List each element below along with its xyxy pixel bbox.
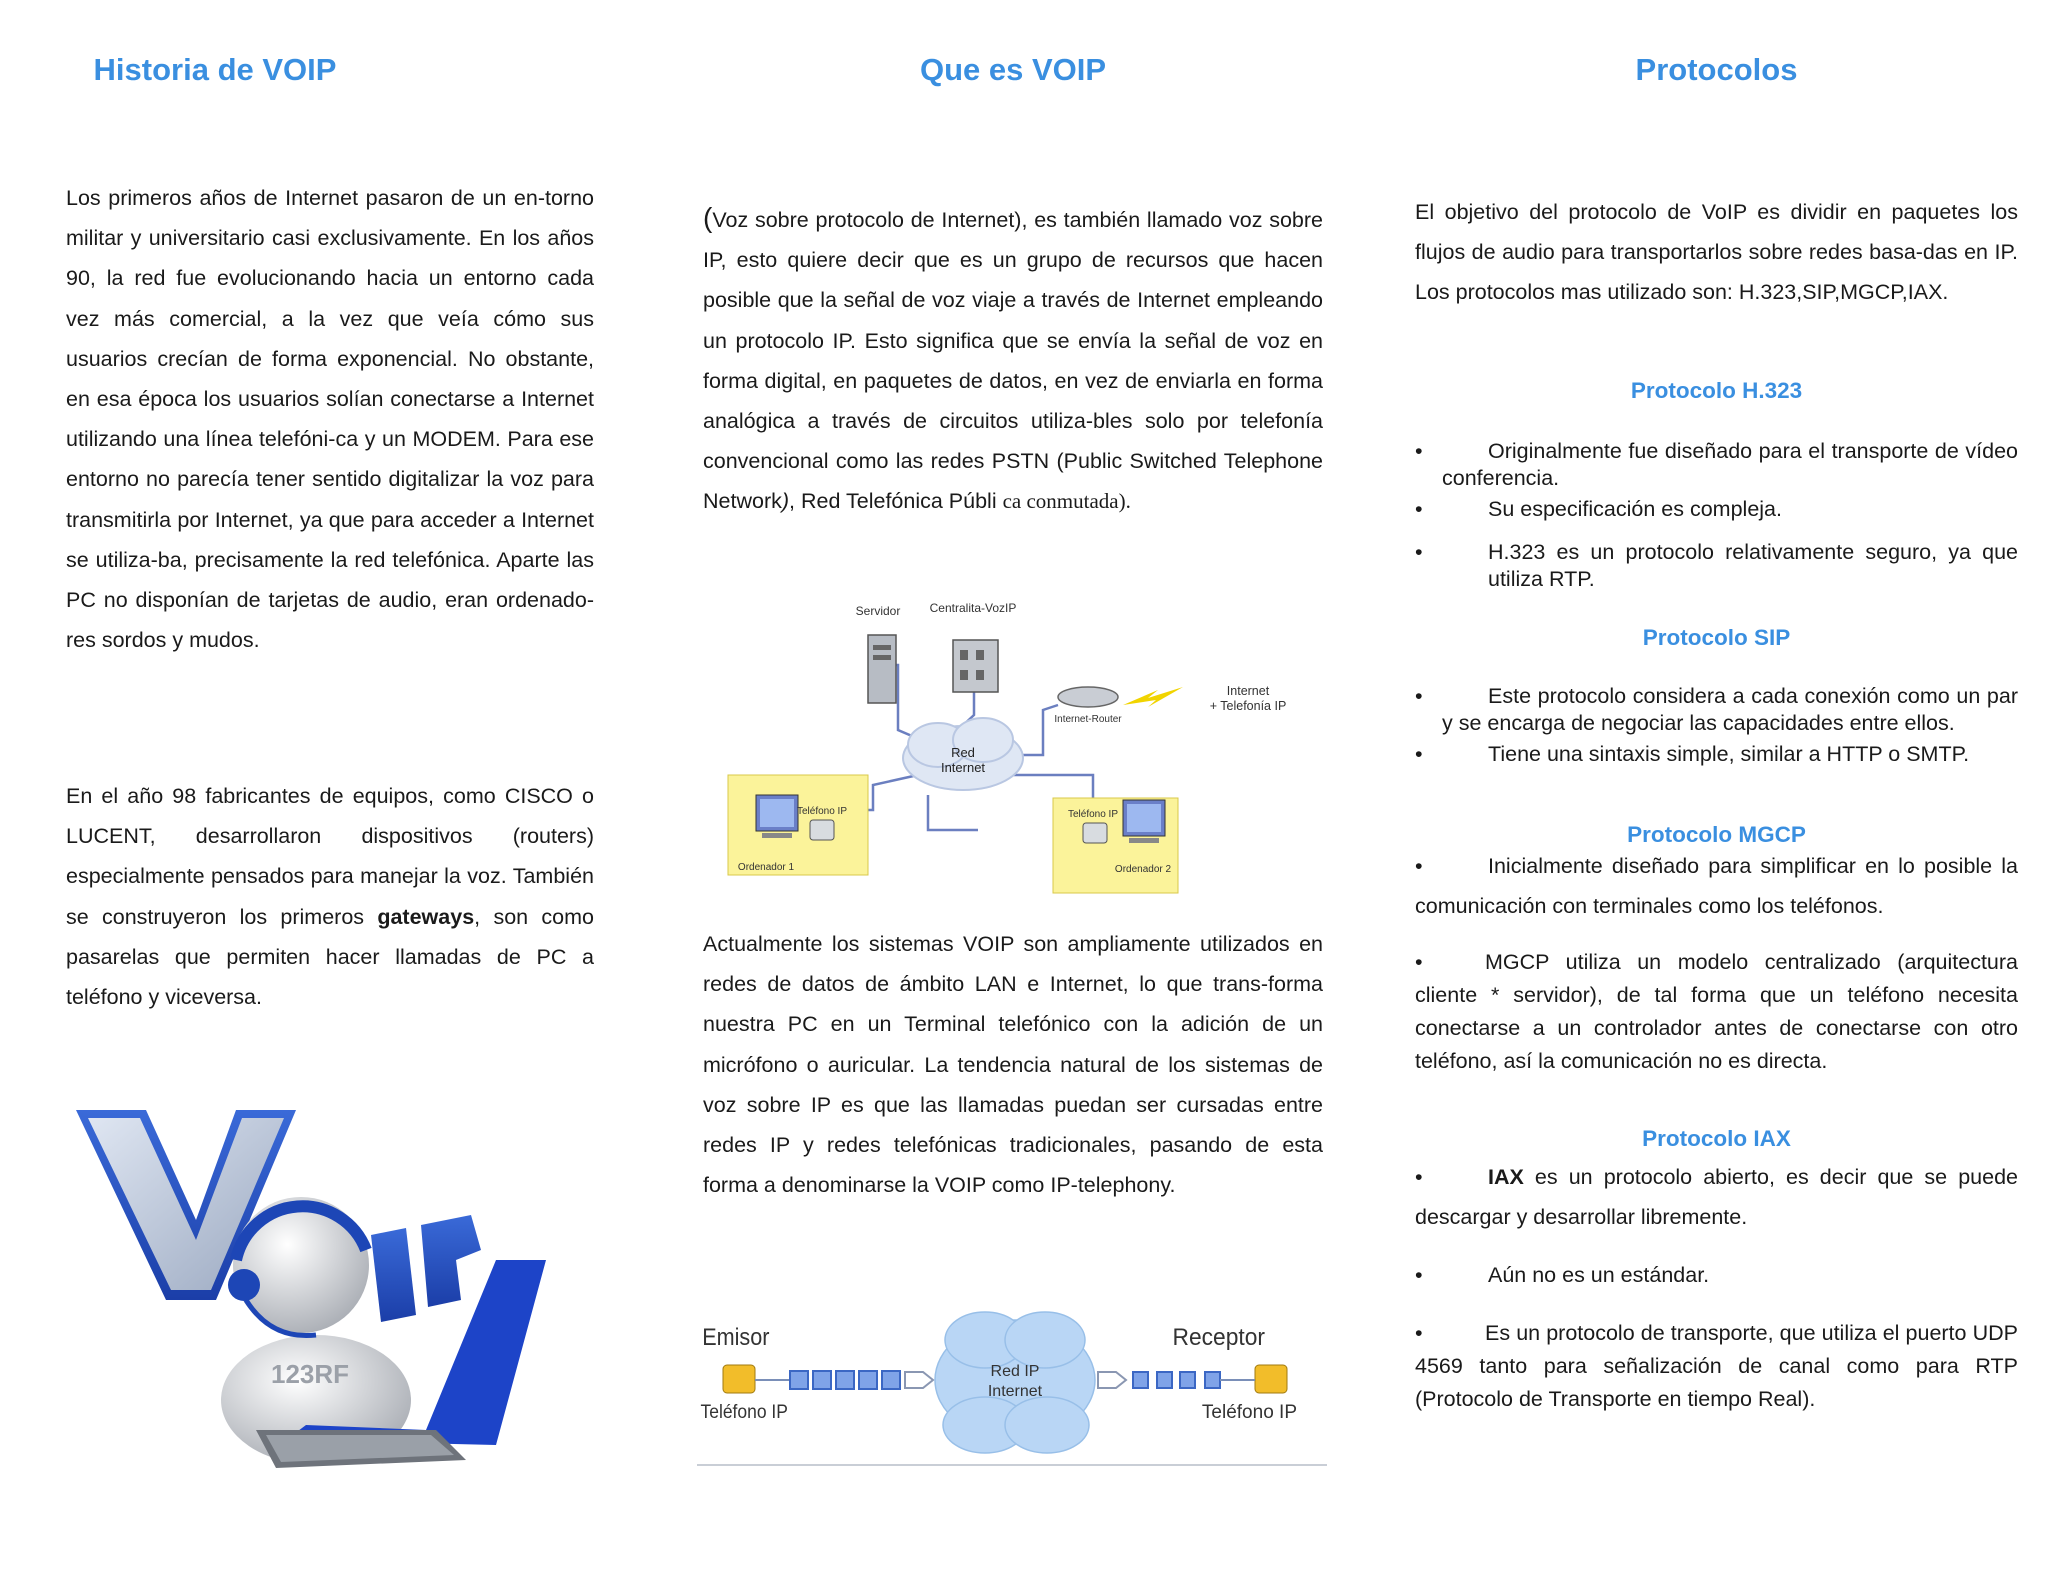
telefonia-label: + Telefonía IP — [1209, 699, 1287, 713]
historia-p2-text-end: , son como pasarelas que permiten hacer llamadas de PC a teléfono y viceversa. — [66, 904, 594, 1010]
bullet-icon: • — [1415, 854, 1423, 878]
mgcp-item-2: MGCP utiliza un modelo centralizado (arquitectura cliente * servidor), de tal forma que un teléfono necesita conectarse a un controlador antes de conectarse con otro teléfono, así la comunicación no es directa. — [1415, 950, 2018, 1073]
centralita-label: Centralita-VozIP — [929, 601, 1017, 615]
mgcp-item-1: Inicialmente diseñado para simplificar en lo posible la comunicación con terminales como los teléfonos. — [1415, 854, 2018, 918]
tel-left-label: Teléfono IP — [700, 1400, 788, 1423]
receptor-label: Receptor — [1172, 1323, 1265, 1351]
mgcp-title: Protocolo MGCP — [1627, 822, 1806, 847]
protocolos-title: Protocolos — [1635, 52, 1798, 87]
bullet-icon: • — [1415, 1263, 1423, 1287]
open-paren: ( — [703, 202, 713, 233]
bullet-icon: • — [1415, 540, 1423, 564]
packets-left — [755, 1371, 933, 1389]
tel1-label: Teléfono IP — [796, 806, 848, 817]
h323-title: Protocolo H.323 — [1630, 378, 1803, 403]
list-item — [1415, 846, 2018, 926]
que-es-p1-text: Voz sobre protocolo de Internet), es también llamado voz sobre IP, esto quiere decir que es un grupo de recursos que hacen posible que la señal de voz viaje a través de Internet empleando un protocolo IP. Esto significa que se envía la señal de voz en forma digital, en paquetes de datos, en vez de enviarla en forma analógica a través de circuitos utiliza-bles solo por telefonía convencional como las redes PSTN (Public Switched Telephone Network — [703, 208, 1323, 514]
list-item — [1415, 946, 2018, 1078]
protocolos-intro: El objetivo del protocolo de VoIP es dividir en paquetes los flujos de audio para transportarlos sobre redes basa-das en IP. Los protocolos mas utilizado son: H.323,SIP,MGCP,IAX. — [1415, 200, 2018, 305]
list-item — [1415, 1255, 2018, 1295]
router-icon — [1058, 687, 1118, 707]
iax-item-3: Es un protocolo de transporte, que utiliza el puerto UDP 4569 tanto para señalización de canal como para RTP (Protocolo de Transporte en tiempo Real). — [1415, 1321, 2018, 1411]
emisor-label: Emisor — [702, 1322, 770, 1351]
historia-title: Historia de VOIP — [93, 52, 337, 87]
mgcp-list — [1415, 846, 2018, 1078]
iax-list — [1415, 1157, 2018, 1416]
red-ip-label-2: Internet — [987, 1383, 1043, 1400]
bullet-icon: • — [1415, 950, 1423, 974]
phone-icon — [810, 820, 834, 840]
bullet-icon: • — [1415, 742, 1423, 766]
red-label: Red — [951, 745, 975, 760]
tel2-label: Teléfono IP — [1067, 809, 1119, 820]
bullet-icon: • — [1415, 497, 1423, 521]
iax-bold: IAX — [1488, 1165, 1524, 1189]
bullet-icon: • — [1415, 684, 1423, 708]
servidor-label: Servidor — [855, 604, 901, 618]
h323-item-2: Su especificación es compleja. — [1488, 497, 1782, 521]
list-item — [1415, 1157, 2018, 1237]
bullet-icon: • — [1415, 439, 1423, 463]
que-es-p1-serif: ca conmutada). — [1002, 489, 1131, 514]
phone-icon-right — [1255, 1365, 1287, 1393]
h323-list — [1415, 438, 2018, 593]
watermark-text: 123RF — [271, 1359, 350, 1389]
pc1-label: Ordenador 1 — [737, 862, 795, 873]
gateways-bold: gateways — [377, 904, 475, 929]
list-item — [1415, 683, 2018, 737]
pbx-icon — [953, 640, 998, 692]
que-es-paragraph-2: Actualmente los sistemas VOIP son ampliamente utilizados en redes de datos de ámbito LAN e Internet, lo que trans-forma nuestra PC en un Terminal telefónico con la adición de un micrófono o auricular. La tendencia natural de los sistemas de voz sobre IP es que las llamadas puedan ser cursadas entre redes IP y redes telefónicas tradicionales, pasando de esta forma a denominarse la VOIP como IP-telephony. — [703, 932, 1323, 1198]
phone-icon-left — [723, 1365, 755, 1393]
list-item — [1415, 741, 2018, 768]
sip-item-1: Este protocolo considera a cada conexión como un par y se encarga de negociar las capacidades entre ellos. — [1442, 684, 2018, 735]
que-es-p1-cont: , Red Telefónica Públi — [789, 489, 997, 514]
list-item — [1415, 1317, 2018, 1416]
historia-p2-text: En el año 98 fabricantes de equipos, como CISCO o LUCENT, desarrollaron dispositivos (routers) especialmente pensados para manejar la voz. También se construyeron los primeros — [66, 784, 594, 929]
sip-list — [1415, 683, 2018, 768]
h323-item-3: H.323 es un protocolo relativamente seguro, ya que utiliza RTP. — [1488, 540, 2018, 591]
list-item — [1415, 438, 2018, 492]
phone-icon-2 — [1083, 823, 1107, 843]
red-ip-label: Red IP — [990, 1363, 1040, 1380]
iax-item-2: Aún no es un estándar. — [1488, 1263, 1710, 1287]
tel-right-label: Teléfono IP — [1201, 1402, 1297, 1423]
sip-item-2: Tiene una sintaxis simple, similar a HTTP o SMTP. — [1488, 742, 1970, 766]
iax-title: Protocolo IAX — [1642, 1126, 1791, 1151]
voip-logo-illustration — [76, 1100, 596, 1470]
que-es-title: Que es VOIP — [919, 52, 1107, 87]
red-label-2: Internet — [940, 760, 986, 775]
internet-label: Internet — [1226, 684, 1270, 698]
que-es-paragraph-1 — [703, 198, 1323, 522]
list-item — [1415, 539, 2018, 593]
pc2-label: Ordenador 2 — [1114, 864, 1172, 875]
bullet-icon: • — [1415, 1165, 1423, 1189]
headset-icon — [228, 1269, 260, 1301]
lightning-icon — [1123, 687, 1183, 707]
bullet-icon: • — [1415, 1321, 1423, 1345]
h323-item-1: Originalmente fue diseñado para el transporte de vídeo conferencia. — [1442, 439, 2018, 490]
packets-right — [1098, 1372, 1255, 1388]
router-label: Internet-Router — [1054, 714, 1122, 725]
historia-paragraph-2 — [66, 776, 594, 1017]
list-item — [1415, 496, 2018, 523]
historia-paragraph-1: Los primeros años de Internet pasaron de un en-torno militar y universitario casi exclusivamente. En los años 90, la red fue evolucionando hacia un entorno cada vez más comercial, a la vez que veía cómo sus usuarios crecían de forma exponencial. No obstante, en esa época los usuarios solían conectarse a Internet utilizando una línea telefóni-ca y un MODEM. Para ese entorno no parecía tener sentido digitalizar la voz para transmitirla por Internet, ya que para acceder a Internet se utiliza-ba, precisamente la red telefónica. Aparte las PC no disponían de tarjetas de audio, eran ordenado-res sordos y mudos. — [66, 186, 594, 653]
packet-diagram — [695, 1300, 1330, 1470]
close-paren: ) — [781, 489, 790, 514]
network-diagram — [718, 595, 1318, 895]
iax-item-1: es un protocolo abierto, es decir que se puede descargar y desarrollar libremente. — [1415, 1165, 2018, 1229]
server-icon — [868, 635, 896, 703]
sip-title: Protocolo SIP — [1642, 625, 1791, 650]
